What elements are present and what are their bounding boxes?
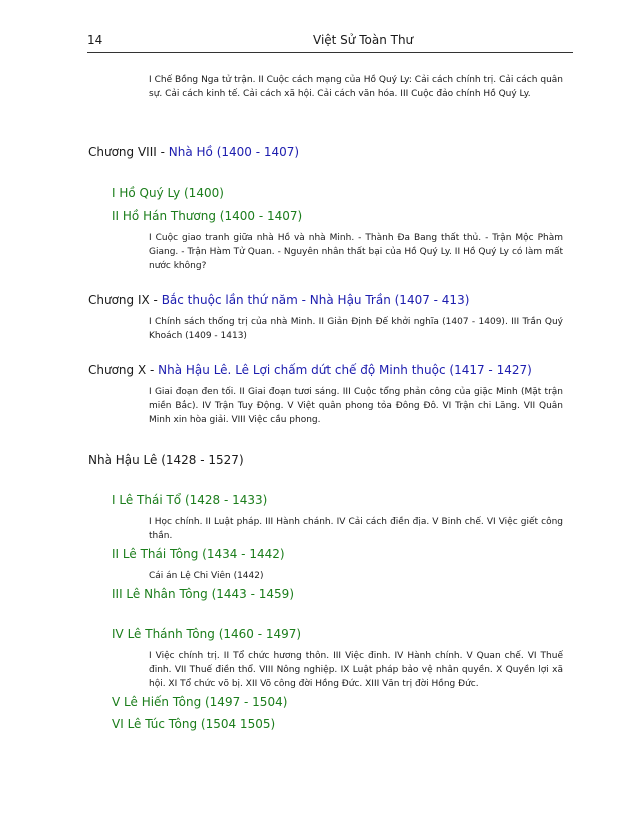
hau-le-section-4[interactable]: IV Lê Thánh Tông (1460 - 1497) bbox=[112, 627, 302, 641]
chapter-10-heading[interactable] bbox=[88, 363, 532, 377]
hau-le-section-2-text: Cái án Lệ Chi Viên (1442) bbox=[149, 571, 264, 581]
header-rule bbox=[87, 52, 573, 53]
chapter-8-text: I Cuộc giao tranh giữa nhà Hồ và nhà Minh. - Thành Đa Bang thất thủ. - Trận Mộc Phàm Giang. - Trận Hàm Tử Quan. - Nguyên nhân thất bại của Hồ Quý Ly. II Hồ Quý Ly có làm mất nước không? bbox=[149, 233, 563, 271]
hau-le-section-2[interactable]: II Lê Thái Tông (1434 - 1442) bbox=[112, 547, 285, 561]
hau-le-heading[interactable]: Nhà Hậu Lê (1428 - 1527) bbox=[88, 453, 244, 467]
chapter-10-prefix: Chương X - bbox=[88, 363, 159, 377]
page-number: 14 bbox=[87, 33, 103, 47]
chapter-8-prefix: Chương VIII - bbox=[88, 145, 169, 159]
hau-le-section-1[interactable]: I Lê Thái Tổ (1428 - 1433) bbox=[112, 493, 268, 507]
chapter-9-heading[interactable] bbox=[88, 293, 469, 307]
chapter-10-text: I Giai đoạn đen tối. II Giai đoạn tươi sáng. III Cuộc tổng phản công của giặc Minh (Mặt trận miền Bắc). IV Trận Tuy Động. V Việt quân phong tỏa Đông Đô. VI Trận chi Lăng. VII Quân Minh xin hòa giải. VIII Việc cầu phong. bbox=[149, 387, 563, 425]
chapter-8-section-1[interactable]: I Hồ Quý Ly (1400) bbox=[112, 186, 224, 200]
chapter-9-prefix: Chương IX - bbox=[88, 293, 162, 307]
chapter-8-heading[interactable] bbox=[88, 145, 299, 159]
book-title: Việt Sử Toàn Thư bbox=[313, 33, 414, 47]
hau-le-section-5[interactable]: V Lê Hiến Tông (1497 - 1504) bbox=[112, 695, 288, 709]
chapter-8-section-2[interactable]: II Hồ Hán Thương (1400 - 1407) bbox=[112, 209, 303, 223]
hau-le-section-4-text: I Việc chính trị. II Tổ chức hương thôn. III Việc đinh. IV Hành chính. V Quan chế. VI Thuế đinh. VII Thuế điền thổ. VIII Nông nghiệp. IX Luật pháp bảo vệ nhân quyền. X Quyền lợi xã hội. XI Tổ chức võ bị. XII Võ công đời Hồng Đức. XIII Văn trị đời Hồng Đức. bbox=[149, 651, 563, 689]
hau-le-section-1-text: I Học chính. II Luật pháp. III Hành chánh. IV Cải cách điền địa. V Binh chế. VI Việc giết công thần. bbox=[149, 517, 563, 541]
hau-le-section-6[interactable]: VI Lê Túc Tông (1504 1505) bbox=[112, 717, 276, 731]
chapter-8-title[interactable]: Nhà Hồ (1400 - 1407) bbox=[168, 145, 300, 159]
chapter-9-text: I Chính sách thống trị của nhà Minh. II Giản Định Đế khởi nghĩa (1407 - 1409). III Trần Quý Khoách (1409 - 1413) bbox=[149, 317, 563, 341]
chapter-10-title[interactable]: Nhà Hậu Lê. Lê Lợi chấm dứt chế độ Minh thuộc (1417 - 1427) bbox=[158, 363, 532, 377]
hau-le-section-3[interactable]: III Lê Nhân Tông (1443 - 1459) bbox=[112, 587, 294, 601]
intro-text: I Chế Bồng Nga tử trận. II Cuộc cách mạng của Hồ Quý Ly: Cải cách chính trị. Cải cách quân sự. Cải cách kinh tế. Cải cách xã hội. Cải cách văn hóa. III Cuộc đảo chính Hồ Quý Ly. bbox=[149, 75, 563, 99]
page-header bbox=[87, 33, 568, 53]
chapter-9-title[interactable]: Bắc thuộc lần thứ năm - Nhà Hậu Trần (1407 - 413) bbox=[161, 293, 470, 307]
